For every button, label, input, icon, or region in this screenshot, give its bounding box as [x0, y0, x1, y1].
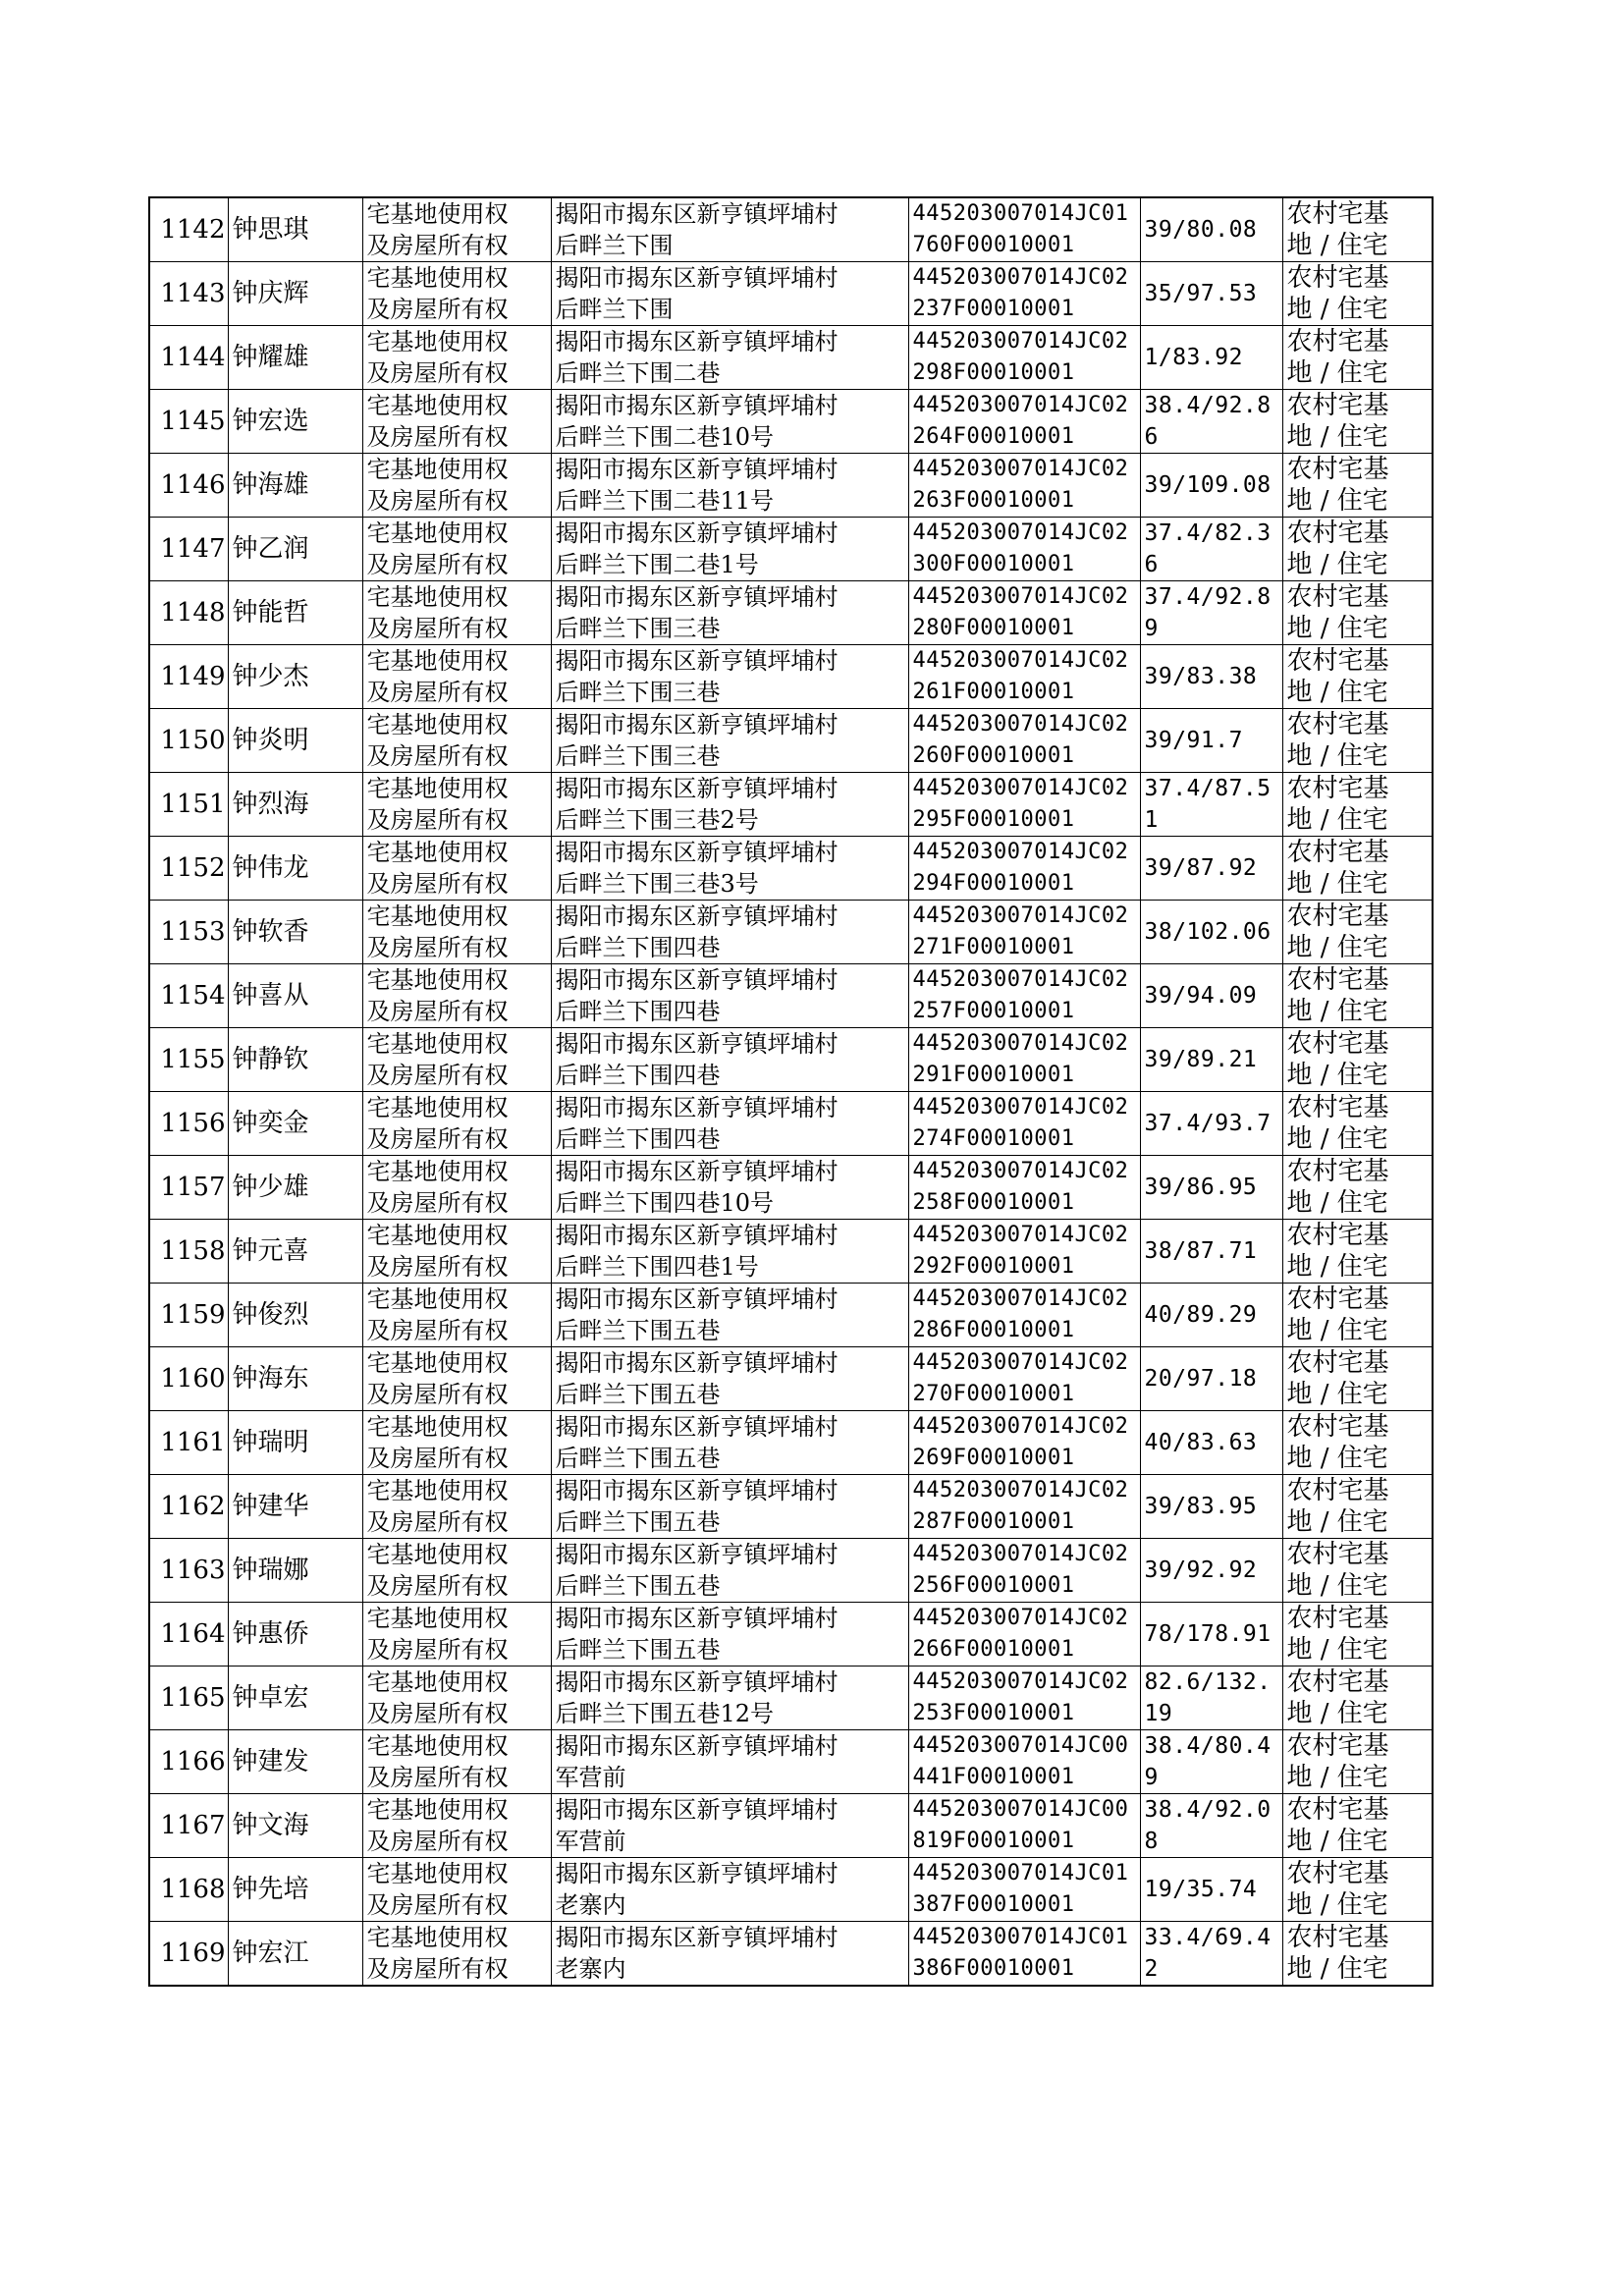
- table-row: [149, 581, 1433, 645]
- land-use: 农村宅基 地 / 住宅: [1282, 773, 1433, 837]
- location: 揭阳市揭东区新亨镇坪埔村 后畔兰下围五巷: [551, 1475, 908, 1539]
- land-use: 农村宅基 地 / 住宅: [1282, 1220, 1433, 1284]
- table-row: [149, 1092, 1433, 1156]
- table-row: [149, 901, 1433, 964]
- area: 39/83.38: [1140, 645, 1282, 709]
- land-use: 农村宅基 地 / 住宅: [1282, 837, 1433, 901]
- area: 39/92.92: [1140, 1539, 1282, 1603]
- area: 40/89.29: [1140, 1284, 1282, 1347]
- table-row: [149, 1284, 1433, 1347]
- unit-code: 445203007014JC02 256F00010001: [908, 1539, 1140, 1603]
- row-number: 1155: [149, 1028, 228, 1092]
- owner-name: 钟思琪: [228, 197, 362, 262]
- location: 揭阳市揭东区新亨镇坪埔村 后畔兰下围三巷: [551, 645, 908, 709]
- owner-name: 钟炎明: [228, 709, 362, 773]
- location: 揭阳市揭东区新亨镇坪埔村 后畔兰下围: [551, 197, 908, 262]
- land-use: 农村宅基 地 / 住宅: [1282, 1922, 1433, 1987]
- owner-name: 钟卓宏: [228, 1667, 362, 1730]
- area: 39/91.7: [1140, 709, 1282, 773]
- row-number: 1144: [149, 326, 228, 390]
- table-row: [149, 645, 1433, 709]
- location: 揭阳市揭东区新亨镇坪埔村 后畔兰下围五巷12号: [551, 1667, 908, 1730]
- table-row: [149, 454, 1433, 518]
- owner-name: 钟俊烈: [228, 1284, 362, 1347]
- right-type: 宅基地使用权 及房屋所有权: [362, 1858, 551, 1922]
- unit-code: 445203007014JC02 294F00010001: [908, 837, 1140, 901]
- land-use: 农村宅基 地 / 住宅: [1282, 901, 1433, 964]
- location: 揭阳市揭东区新亨镇坪埔村 老寨内: [551, 1858, 908, 1922]
- owner-name: 钟喜从: [228, 964, 362, 1028]
- table-row: [149, 1539, 1433, 1603]
- unit-code: 445203007014JC02 271F00010001: [908, 901, 1140, 964]
- unit-code: 445203007014JC02 269F00010001: [908, 1411, 1140, 1475]
- table-row: [149, 262, 1433, 326]
- row-number: 1153: [149, 901, 228, 964]
- unit-code: 445203007014JC02 260F00010001: [908, 709, 1140, 773]
- unit-code: 445203007014JC02 298F00010001: [908, 326, 1140, 390]
- area: 37.4/93.7: [1140, 1092, 1282, 1156]
- right-type: 宅基地使用权 及房屋所有权: [362, 773, 551, 837]
- unit-code: 445203007014JC01 387F00010001: [908, 1858, 1140, 1922]
- right-type: 宅基地使用权 及房屋所有权: [362, 1730, 551, 1794]
- unit-code: 445203007014JC00 441F00010001: [908, 1730, 1140, 1794]
- location: 揭阳市揭东区新亨镇坪埔村 后畔兰下围四巷: [551, 964, 908, 1028]
- location: 揭阳市揭东区新亨镇坪埔村 军营前: [551, 1794, 908, 1858]
- land-use: 农村宅基 地 / 住宅: [1282, 1475, 1433, 1539]
- area: 38/102.06: [1140, 901, 1282, 964]
- table-row: [149, 1028, 1433, 1092]
- area: 38/87.71: [1140, 1220, 1282, 1284]
- right-type: 宅基地使用权 及房屋所有权: [362, 1028, 551, 1092]
- row-number: 1152: [149, 837, 228, 901]
- unit-code: 445203007014JC02 264F00010001: [908, 390, 1140, 454]
- right-type: 宅基地使用权 及房屋所有权: [362, 326, 551, 390]
- land-use: 农村宅基 地 / 住宅: [1282, 1730, 1433, 1794]
- right-type: 宅基地使用权 及房屋所有权: [362, 1347, 551, 1411]
- unit-code: 445203007014JC02 286F00010001: [908, 1284, 1140, 1347]
- table-row: [149, 1156, 1433, 1220]
- area: 38.4/80.4 9: [1140, 1730, 1282, 1794]
- owner-name: 钟海雄: [228, 454, 362, 518]
- area: 39/109.08: [1140, 454, 1282, 518]
- owner-name: 钟乙润: [228, 518, 362, 581]
- row-number: 1158: [149, 1220, 228, 1284]
- row-number: 1145: [149, 390, 228, 454]
- area: 38.4/92.0 8: [1140, 1794, 1282, 1858]
- unit-code: 445203007014JC02 292F00010001: [908, 1220, 1140, 1284]
- table-row: [149, 837, 1433, 901]
- owner-name: 钟伟龙: [228, 837, 362, 901]
- area: 39/89.21: [1140, 1028, 1282, 1092]
- owner-name: 钟文海: [228, 1794, 362, 1858]
- table-row: [149, 326, 1433, 390]
- row-number: 1143: [149, 262, 228, 326]
- area: 82.6/132. 19: [1140, 1667, 1282, 1730]
- right-type: 宅基地使用权 及房屋所有权: [362, 1922, 551, 1987]
- owner-name: 钟建华: [228, 1475, 362, 1539]
- unit-code: 445203007014JC02 270F00010001: [908, 1347, 1140, 1411]
- table-row: [149, 709, 1433, 773]
- unit-code: 445203007014JC02 266F00010001: [908, 1603, 1140, 1667]
- right-type: 宅基地使用权 及房屋所有权: [362, 262, 551, 326]
- row-number: 1154: [149, 964, 228, 1028]
- land-use: 农村宅基 地 / 住宅: [1282, 197, 1433, 262]
- row-number: 1159: [149, 1284, 228, 1347]
- unit-code: 445203007014JC02 287F00010001: [908, 1475, 1140, 1539]
- area: 33.4/69.4 2: [1140, 1922, 1282, 1987]
- unit-code: 445203007014JC01 386F00010001: [908, 1922, 1140, 1987]
- table-row: [149, 1667, 1433, 1730]
- row-number: 1167: [149, 1794, 228, 1858]
- area: 38.4/92.8 6: [1140, 390, 1282, 454]
- right-type: 宅基地使用权 及房屋所有权: [362, 901, 551, 964]
- table-row: [149, 1411, 1433, 1475]
- land-use: 农村宅基 地 / 住宅: [1282, 1858, 1433, 1922]
- row-number: 1168: [149, 1858, 228, 1922]
- land-use: 农村宅基 地 / 住宅: [1282, 964, 1433, 1028]
- land-use: 农村宅基 地 / 住宅: [1282, 1603, 1433, 1667]
- location: 揭阳市揭东区新亨镇坪埔村 后畔兰下围四巷: [551, 1028, 908, 1092]
- table-row: [149, 1922, 1433, 1987]
- location: 揭阳市揭东区新亨镇坪埔村 后畔兰下围五巷: [551, 1603, 908, 1667]
- unit-code: 445203007014JC02 263F00010001: [908, 454, 1140, 518]
- owner-name: 钟惠侨: [228, 1603, 362, 1667]
- location: 揭阳市揭东区新亨镇坪埔村 后畔兰下围: [551, 262, 908, 326]
- row-number: 1169: [149, 1922, 228, 1987]
- row-number: 1161: [149, 1411, 228, 1475]
- land-use: 农村宅基 地 / 住宅: [1282, 262, 1433, 326]
- right-type: 宅基地使用权 及房屋所有权: [362, 1284, 551, 1347]
- owner-name: 钟宏江: [228, 1922, 362, 1987]
- table-row: [149, 390, 1433, 454]
- area: 37.4/87.5 1: [1140, 773, 1282, 837]
- area: 39/87.92: [1140, 837, 1282, 901]
- unit-code: 445203007014JC02 237F00010001: [908, 262, 1140, 326]
- owner-name: 钟瑞娜: [228, 1539, 362, 1603]
- land-use: 农村宅基 地 / 住宅: [1282, 1411, 1433, 1475]
- owner-name: 钟能哲: [228, 581, 362, 645]
- right-type: 宅基地使用权 及房屋所有权: [362, 390, 551, 454]
- owner-name: 钟宏选: [228, 390, 362, 454]
- unit-code: 445203007014JC02 274F00010001: [908, 1092, 1140, 1156]
- location: 揭阳市揭东区新亨镇坪埔村 后畔兰下围四巷: [551, 901, 908, 964]
- location: 揭阳市揭东区新亨镇坪埔村 后畔兰下围三巷2号: [551, 773, 908, 837]
- location: 揭阳市揭东区新亨镇坪埔村 后畔兰下围四巷1号: [551, 1220, 908, 1284]
- area: 37.4/82.3 6: [1140, 518, 1282, 581]
- table-row: [149, 1475, 1433, 1539]
- row-number: 1157: [149, 1156, 228, 1220]
- right-type: 宅基地使用权 及房屋所有权: [362, 1156, 551, 1220]
- table-row: [149, 518, 1433, 581]
- land-use: 农村宅基 地 / 住宅: [1282, 1794, 1433, 1858]
- land-use: 农村宅基 地 / 住宅: [1282, 326, 1433, 390]
- unit-code: 445203007014JC02 291F00010001: [908, 1028, 1140, 1092]
- location: 揭阳市揭东区新亨镇坪埔村 后畔兰下围五巷: [551, 1539, 908, 1603]
- land-use: 农村宅基 地 / 住宅: [1282, 1156, 1433, 1220]
- table-row: [149, 1220, 1433, 1284]
- row-number: 1147: [149, 518, 228, 581]
- area: 20/97.18: [1140, 1347, 1282, 1411]
- area: 37.4/92.8 9: [1140, 581, 1282, 645]
- right-type: 宅基地使用权 及房屋所有权: [362, 197, 551, 262]
- right-type: 宅基地使用权 及房屋所有权: [362, 1794, 551, 1858]
- location: 揭阳市揭东区新亨镇坪埔村 后畔兰下围五巷: [551, 1347, 908, 1411]
- land-use: 农村宅基 地 / 住宅: [1282, 1092, 1433, 1156]
- land-use: 农村宅基 地 / 住宅: [1282, 645, 1433, 709]
- location: 揭阳市揭东区新亨镇坪埔村 后畔兰下围四巷: [551, 1092, 908, 1156]
- area: 39/94.09: [1140, 964, 1282, 1028]
- unit-code: 445203007014JC02 295F00010001: [908, 773, 1140, 837]
- location: 揭阳市揭东区新亨镇坪埔村 后畔兰下围二巷: [551, 326, 908, 390]
- table-row: [149, 964, 1433, 1028]
- owner-name: 钟静钦: [228, 1028, 362, 1092]
- owner-name: 钟先培: [228, 1858, 362, 1922]
- location: 揭阳市揭东区新亨镇坪埔村 军营前: [551, 1730, 908, 1794]
- owner-name: 钟海东: [228, 1347, 362, 1411]
- land-use: 农村宅基 地 / 住宅: [1282, 390, 1433, 454]
- owner-name: 钟耀雄: [228, 326, 362, 390]
- right-type: 宅基地使用权 及房屋所有权: [362, 581, 551, 645]
- unit-code: 445203007014JC01 760F00010001: [908, 197, 1140, 262]
- land-use: 农村宅基 地 / 住宅: [1282, 454, 1433, 518]
- location: 揭阳市揭东区新亨镇坪埔村 后畔兰下围三巷3号: [551, 837, 908, 901]
- location: 揭阳市揭东区新亨镇坪埔村 老寨内: [551, 1922, 908, 1987]
- right-type: 宅基地使用权 及房屋所有权: [362, 1603, 551, 1667]
- row-number: 1150: [149, 709, 228, 773]
- land-use: 农村宅基 地 / 住宅: [1282, 709, 1433, 773]
- area: 39/86.95: [1140, 1156, 1282, 1220]
- right-type: 宅基地使用权 及房屋所有权: [362, 1667, 551, 1730]
- area: 78/178.91: [1140, 1603, 1282, 1667]
- owner-name: 钟建发: [228, 1730, 362, 1794]
- land-use: 农村宅基 地 / 住宅: [1282, 518, 1433, 581]
- row-number: 1166: [149, 1730, 228, 1794]
- right-type: 宅基地使用权 及房屋所有权: [362, 454, 551, 518]
- table-row: [149, 1603, 1433, 1667]
- owner-name: 钟烈海: [228, 773, 362, 837]
- registry-table: [148, 196, 1434, 1987]
- area: 35/97.53: [1140, 262, 1282, 326]
- land-use: 农村宅基 地 / 住宅: [1282, 1347, 1433, 1411]
- right-type: 宅基地使用权 及房屋所有权: [362, 645, 551, 709]
- table-row: [149, 1858, 1433, 1922]
- location: 揭阳市揭东区新亨镇坪埔村 后畔兰下围二巷11号: [551, 454, 908, 518]
- row-number: 1165: [149, 1667, 228, 1730]
- right-type: 宅基地使用权 及房屋所有权: [362, 518, 551, 581]
- unit-code: 445203007014JC02 258F00010001: [908, 1156, 1140, 1220]
- area: 19/35.74: [1140, 1858, 1282, 1922]
- owner-name: 钟少雄: [228, 1156, 362, 1220]
- location: 揭阳市揭东区新亨镇坪埔村 后畔兰下围二巷1号: [551, 518, 908, 581]
- table-row: [149, 1794, 1433, 1858]
- location: 揭阳市揭东区新亨镇坪埔村 后畔兰下围五巷: [551, 1284, 908, 1347]
- unit-code: 445203007014JC02 280F00010001: [908, 581, 1140, 645]
- right-type: 宅基地使用权 及房屋所有权: [362, 1411, 551, 1475]
- land-use: 农村宅基 地 / 住宅: [1282, 1284, 1433, 1347]
- area: 40/83.63: [1140, 1411, 1282, 1475]
- location: 揭阳市揭东区新亨镇坪埔村 后畔兰下围四巷10号: [551, 1156, 908, 1220]
- area: 39/83.95: [1140, 1475, 1282, 1539]
- owner-name: 钟庆辉: [228, 262, 362, 326]
- area: 39/80.08: [1140, 197, 1282, 262]
- owner-name: 钟软香: [228, 901, 362, 964]
- unit-code: 445203007014JC00 819F00010001: [908, 1794, 1140, 1858]
- table-row: [149, 197, 1433, 262]
- area: 1/83.92: [1140, 326, 1282, 390]
- row-number: 1162: [149, 1475, 228, 1539]
- unit-code: 445203007014JC02 261F00010001: [908, 645, 1140, 709]
- right-type: 宅基地使用权 及房屋所有权: [362, 964, 551, 1028]
- row-number: 1142: [149, 197, 228, 262]
- right-type: 宅基地使用权 及房屋所有权: [362, 1220, 551, 1284]
- owner-name: 钟元喜: [228, 1220, 362, 1284]
- row-number: 1151: [149, 773, 228, 837]
- right-type: 宅基地使用权 及房屋所有权: [362, 837, 551, 901]
- land-use: 农村宅基 地 / 住宅: [1282, 581, 1433, 645]
- owner-name: 钟奕金: [228, 1092, 362, 1156]
- location: 揭阳市揭东区新亨镇坪埔村 后畔兰下围三巷: [551, 581, 908, 645]
- right-type: 宅基地使用权 及房屋所有权: [362, 1092, 551, 1156]
- right-type: 宅基地使用权 及房屋所有权: [362, 1475, 551, 1539]
- land-use: 农村宅基 地 / 住宅: [1282, 1028, 1433, 1092]
- owner-name: 钟瑞明: [228, 1411, 362, 1475]
- location: 揭阳市揭东区新亨镇坪埔村 后畔兰下围三巷: [551, 709, 908, 773]
- land-use: 农村宅基 地 / 住宅: [1282, 1539, 1433, 1603]
- row-number: 1163: [149, 1539, 228, 1603]
- location: 揭阳市揭东区新亨镇坪埔村 后畔兰下围五巷: [551, 1411, 908, 1475]
- unit-code: 445203007014JC02 300F00010001: [908, 518, 1140, 581]
- owner-name: 钟少杰: [228, 645, 362, 709]
- unit-code: 445203007014JC02 253F00010001: [908, 1667, 1140, 1730]
- table-row: [149, 773, 1433, 837]
- location: 揭阳市揭东区新亨镇坪埔村 后畔兰下围二巷10号: [551, 390, 908, 454]
- unit-code: 445203007014JC02 257F00010001: [908, 964, 1140, 1028]
- land-use: 农村宅基 地 / 住宅: [1282, 1667, 1433, 1730]
- row-number: 1164: [149, 1603, 228, 1667]
- row-number: 1148: [149, 581, 228, 645]
- table-row: [149, 1347, 1433, 1411]
- row-number: 1156: [149, 1092, 228, 1156]
- row-number: 1149: [149, 645, 228, 709]
- row-number: 1146: [149, 454, 228, 518]
- row-number: 1160: [149, 1347, 228, 1411]
- table-row: [149, 1730, 1433, 1794]
- right-type: 宅基地使用权 及房屋所有权: [362, 709, 551, 773]
- right-type: 宅基地使用权 及房屋所有权: [362, 1539, 551, 1603]
